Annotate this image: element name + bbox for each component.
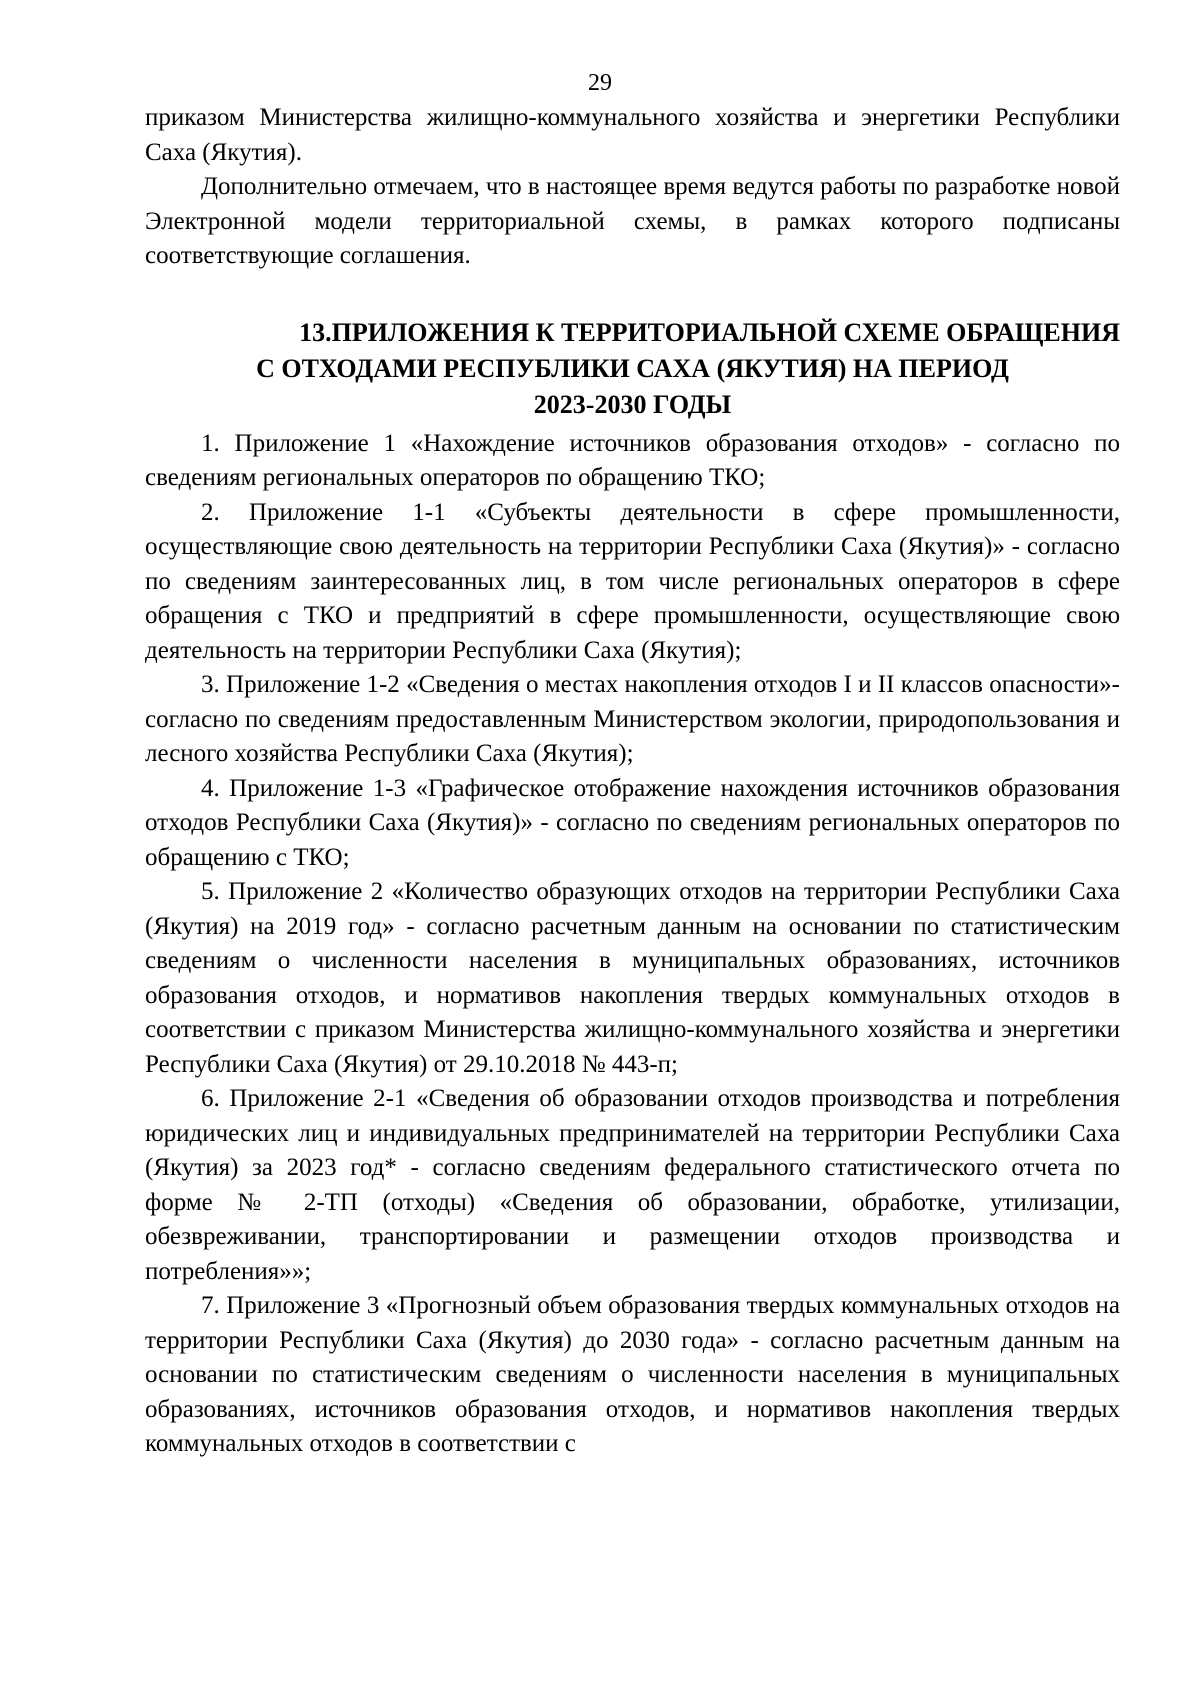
section-heading-line-2: С ОТХОДАМИ РЕСПУБЛИКИ САХА (ЯКУТИЯ) НА ПЕРИОД bbox=[256, 353, 1009, 383]
appendix-item-1: 1. Приложение 1 «Нахождение источников образования отходов» - согласно по сведениям региональных операторов по обращению ТКО; bbox=[145, 429, 1120, 491]
appendix-item-7: 7. Приложение 3 «Прогнозный объем образования твердых коммунальных отходов на территории Республики Саха (Якутия) до 2030 года» - согласно расчетным данным на основании по статистическим сведениям о численности населения в муниципальных образованиях, источников образования отходов, и нормативов накопления твердых коммунальных отходов в соответствии с bbox=[145, 1292, 1120, 1457]
section-heading-line-3: 2023-2030 ГОДЫ bbox=[533, 389, 732, 419]
appendix-item-4: 4. Приложение 1-3 «Графическое отображение нахождения источников образования отходов Республики Саха (Якутия)» - согласно по сведениям региональных операторов по обращению с ТКО; bbox=[145, 774, 1120, 871]
appendix-item-5: 5. Приложение 2 «Количество образующих отходов на территории Республики Саха (Якутия) на 2019 год» - согласно расчетным данным на основании по статистическим сведениям о численности населения в муниципальных образованиях, источников образования отходов, и нормативов накопления твердых коммунальных отходов в соответствии с приказом Министерства жилищно-коммунального хозяйства и энергетики Республики Саха (Якутия) от 29.10.2018 № 443-п; bbox=[145, 878, 1120, 1078]
section-heading-line-1: 13.ПРИЛОЖЕНИЯ К ТЕРРИТОРИАЛЬНОЙ СХЕМЕ ОБРАЩЕНИЯ bbox=[299, 317, 1120, 347]
section-heading bbox=[145, 315, 1120, 423]
appendix-item-3: 3. Приложение 1-2 «Сведения о местах накопления отходов I и II классов опасности»- согласно по сведениям предоставленным Министерством экологии, природопользования и лесного хозяйства Республики Саха (Якутия); bbox=[145, 671, 1120, 767]
appendix-item-6: 6. Приложение 2-1 «Сведения об образовании отходов производства и потребления юридических лиц и индивидуальных предпринимателей на территории Республики Саха (Якутия) за 2023 год* - согласно сведениям федерального статистического отчета по форме № 2-ТП (отходы) «Сведения об образовании, обработке, утилизации, обезвреживании, транспортировании и размещении отходов производства и потребления»»; bbox=[145, 1085, 1120, 1285]
appendix-item-2: 2. Приложение 1-1 «Субъекты деятельности в сфере промышленности, осуществляющие свою деятельность на территории Республики Саха (Якутия)» - согласно по сведениям заинтересованных лиц, в том числе региональных операторов в сфере обращения с ТКО и предприятий в сфере промышленности, осуществляющие свою деятельность на территории Республики Саха (Якутия); bbox=[145, 498, 1120, 664]
page-number: 29 bbox=[588, 70, 612, 96]
document-body bbox=[145, 101, 1120, 1462]
appendix-list bbox=[145, 427, 1120, 1462]
intro-paragraph-1: приказом Министерства жилищно-коммунального хозяйства и энергетики Республики Саха (Якутия). bbox=[145, 104, 1120, 166]
intro-paragraph-2: Дополнительно отмечаем, что в настоящее время ведутся работы по разработке новой Электронной модели территориальной схемы, в рамках которого подписаны соответствующие соглашения. bbox=[145, 173, 1120, 269]
